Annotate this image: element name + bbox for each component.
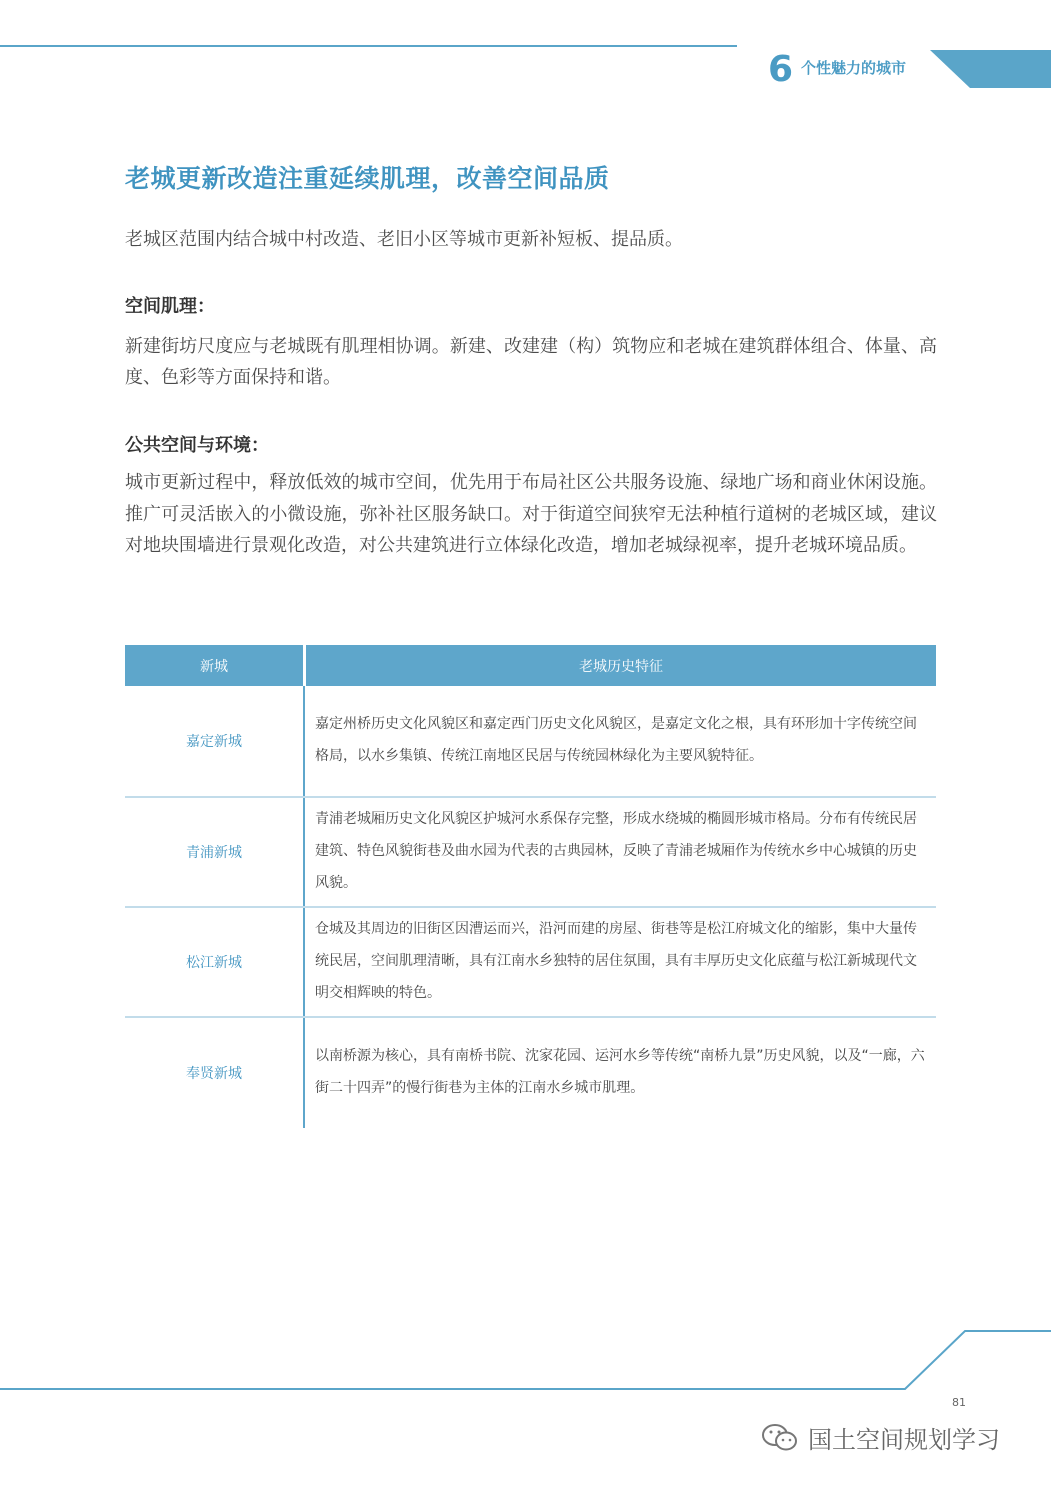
header-cell-city: 新城 [200, 658, 228, 675]
watermark-text: 国土空间规划学习 [808, 1426, 1000, 1454]
row-city: 青浦新城 [186, 845, 242, 861]
chapter-title: 个性魅力的城市 [801, 59, 907, 77]
watermark [760, 1420, 1000, 1455]
subsection-title-texture: 空间肌理： [125, 296, 215, 317]
footer-decoration [0, 1325, 1051, 1395]
history-table [125, 645, 936, 1128]
subsection-text-public-space: 城市更新过程中，释放低效的城市空间，优先用于布局社区公共服务设施、绿地广场和商业休闲设施。推广可灵活嵌入的小微设施，弥补社区服务缺口。对于街道空间狭窄无法种植行道树的老城区域，建议对地块围墙进行景观化改造，对公共建筑进行立体绿化改造，增加老城绿视率，提升老城环境品质。 [125, 472, 937, 556]
header-cell-features: 老城历史特征 [579, 658, 663, 675]
row-description: 青浦老城厢历史文化风貌区护城河水系保存完整，形成水绕城的椭圆形城市格局。分布有传统民居建筑、特色风貌街巷及曲水园为代表的古典园林，反映了青浦老城厢作为传统水乡中心城镇的历史风貌。 [315, 810, 917, 891]
subsection-title-public-space: 公共空间与环境： [125, 435, 269, 456]
row-description: 嘉定州桥历史文化风貌区和嘉定西门历史文化风貌区，是嘉定文化之根，具有环形加十字传统空间格局，以水乡集镇、传统江南地区民居与传统园林绿化为主要风貌特征。 [315, 715, 917, 764]
section-heading: 老城更新改造注重延续肌理，改善空间品质 [125, 164, 610, 193]
table-row [125, 906, 936, 1016]
header-corner-decoration [930, 50, 1051, 88]
row-city: 嘉定新城 [186, 734, 242, 750]
intro-paragraph: 老城区范围内结合城中村改造、老旧小区等城市更新补短板、提品质。 [125, 229, 683, 250]
header-rule [0, 45, 737, 47]
page-number: 81 [952, 1396, 966, 1409]
row-city: 松江新城 [186, 955, 242, 971]
table-row [125, 796, 936, 906]
table-header [125, 645, 936, 686]
table-row [125, 686, 936, 796]
row-description: 以南桥源为核心，具有南桥书院、沈家花园、运河水乡等传统“南桥九景”历史风貌，以及“一廊，六街二十四弄”的慢行街巷为主体的江南水乡城市肌理。 [315, 1047, 925, 1096]
subsection-text-texture: 新建街坊尺度应与老城既有肌理相协调。新建、改建建（构）筑物应和老城在建筑群体组合、体量、高度、色彩等方面保持和谐。 [125, 336, 937, 388]
row-description: 仓城及其周边的旧街区因漕运而兴，沿河而建的房屋、街巷等是松江府城文化的缩影，集中大量传统民居，空间肌理清晰，具有江南水乡独特的居住氛围，具有丰厚历史文化底蕴与松江新城现代文明交相辉映的特色。 [315, 920, 917, 1001]
table-row [125, 1016, 936, 1128]
wechat-icon [760, 1422, 800, 1454]
chapter-number: 6 [768, 49, 794, 90]
row-city: 奉贤新城 [186, 1066, 242, 1082]
